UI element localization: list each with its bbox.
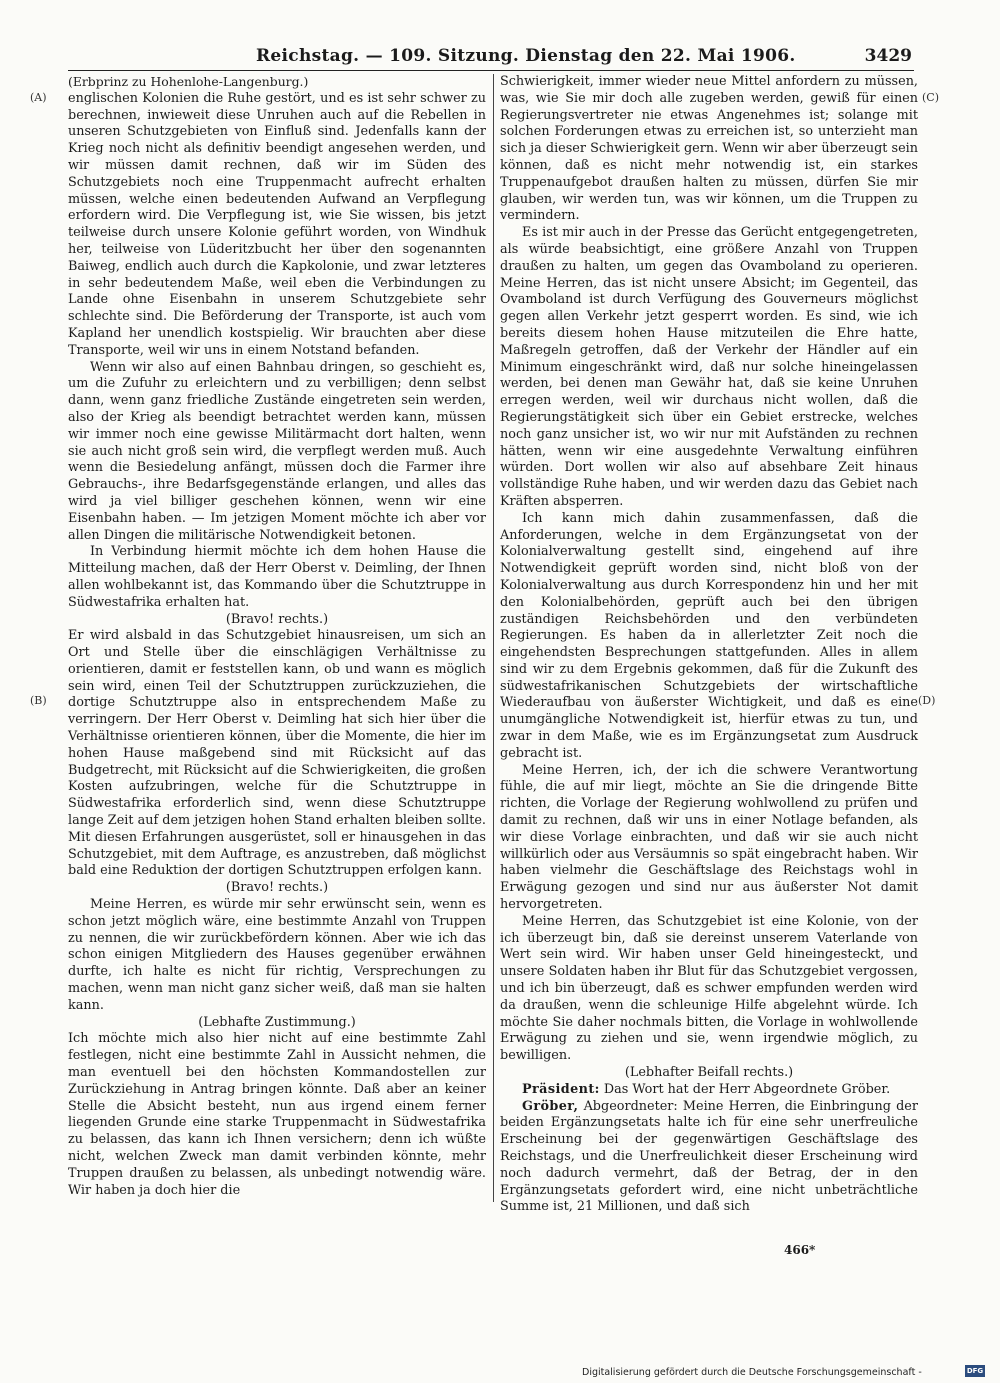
- right-paragraph: [500, 1082, 918, 1099]
- page-header: [68, 46, 914, 70]
- right-paragraph: Ich kann mich dahin zusammenfassen, daß die Anforderungen, welche in dem Ergänzungsetat von der Kolonialverwaltung gestellt sind, eingehend auf ihre Notwendigkeit geprüft worden sind, nicht bloß von der Kolonialverwaltung aus durch Korrespondenz hin und her mit den Kolonialbehörden, geprüft auch bei den übrigen zuständigen Reichsbehörden und den verbündeten Regierungen. Es haben da in allerletzter Zeit noch die eingehendsten Besprechungen stattgefunden. Alles in allem sind wir zu dem Ergebnis gekommen, daß für die Zukunft des südwestafrikanischen Schutzgebiets der wirtschaftliche Wiederaufbau von äußerster Wichtigkeit, und daß es eine unumgängliche Notwendigkeit ist, hierfür etwas zu tun, und zwar in dem Maße, wie es im Ergänzungsetat zum Ausdruck gebracht ist.: [500, 510, 918, 761]
- speech-text: Das Wort hat der Herr Abgeordnete Gröber.: [603, 1081, 891, 1097]
- left-paragraph: In Verbindung hiermit möchte ich dem hohen Hause die Mitteilung machen, daß der Herr Oberst v. Deimling, der Ihnen allen wohlbekannt ist, das Kommando über die Schutztruppe in Südwestafrika erhalten hat.: [68, 544, 486, 610]
- left-paragraph: Er wird alsbald in das Schutzgebiet hinausreisen, um sich an Ort und Stelle über die einschlägigen Verhältnisse zu orientieren, damit er feststellen kann, ob und wann es möglich sein wird, einen Teil der Schutztruppen zurückzuziehen, die dortige Schutztruppe also in entsprechendem Maße zu verringern. Der Herr Oberst v. Deimling hat sich hier über die Verhältnisse orientieren können, über die Momente, die hier im hohen Hause maßgebend sind mit Rücksicht auf das Budgetrecht, mit Rücksicht auf die Schwierigkeiten, die großen Kosten aufzubringen, welche für die Schutztruppe in Südwestafrika erforderlich sind, wenn diese Schutztruppe lange Zeit auf dem jetzigen hohen Stand erhalten bleiben sollte. Mit diesen Erfahrungen ausgerüstet, soll er hinausgehen in das Schutzgebiet, mit dem Auftrage, es anzustreben, daß möglichst bald eine Reduktion der dortigen Schutztruppen erfolgen kann.: [68, 628, 486, 879]
- footer-credit: Digitalisierung gefördert durch die Deutsche Forschungsgemeinschaft -: [582, 1367, 922, 1378]
- running-title: Reichstag. — 109. Sitzung. Dienstag den 22. Mai 1906.: [256, 46, 796, 66]
- right-paragraph: [500, 1099, 918, 1217]
- left-column: [68, 74, 486, 1199]
- dfg-logo: DFG: [966, 1367, 984, 1375]
- left-paragraph: (Erbprinz zu Hohenlohe-Langenburg.): [68, 74, 309, 89]
- right-paragraph: Meine Herren, das Schutzgebiet ist eine Kolonie, von der ich überzeugt bin, daß sie dereinst unserem Vaterlande von Wert sein wird. Wir haben unser Geld hineingesteckt, und unsere Soldaten haben ihr Blut für das Schutzgebiet vergossen, und ich bin überzeugt, daß es schwer empfunden werden wird da draußen, wenn die schleunige Hilfe abgelehnt würde. Ich möchte Sie daher nochmals bitten, die Vorlage in wohlwollende Erwägung zu ziehen und sie, wenn irgendwie möglich, zu bewilligen.: [500, 913, 918, 1064]
- speaker-name: Präsident:: [522, 1081, 600, 1097]
- left-paragraph: Meine Herren, es würde mir sehr erwünscht sein, wenn es schon jetzt möglich wäre, eine bestimmte Anzahl von Truppen zu nennen, die wir zurückbefördern können. Aber wie ich das schon einigen Mitgliedern des Hauses gegenüber erwähnen durfte, ich halte es nicht für richtig, Versprechungen zu machen, wenn man nicht ganz sicher weiß, daß man sie halten kann.: [68, 897, 486, 1013]
- left-paragraph: (Lebhafte Zustimmung.): [198, 1014, 356, 1030]
- right-paragraph: (Lebhafter Beifall rechts.): [624, 1065, 794, 1081]
- left-paragraph: Ich möchte mich also hier nicht auf eine bestimmte Zahl festlegen, nicht eine bestimmte Zahl in Aussicht nehmen, die man eventuell bei den höchsten Kommandostellen zur Zurückziehung in Antrag bringen könnte. Daß aber an keiner Stelle die Absicht besteht, nun aus irgend einem ferner liegenden Grunde eine starke Truppenmacht in Südwestafrika zu belassen, das kann ich Ihnen versichern; denn ich wüßte nicht, welchen Zweck man damit verbinden könnte, mehr Truppen draußen zu belassen, als unbedingt notwendig wäre. Wir haben ja doch hier die: [68, 1031, 486, 1198]
- left-paragraph: englischen Kolonien die Ruhe gestört, und es ist sehr schwer zu berechnen, inwieweit diese Unruhen auch auf die Rebellen in unseren Schutzgebieten von Einfluß sind. Jedenfalls kann der Krieg noch nicht als definitiv beendigt angesehen werden, und wir müssen damit rechnen, daß wir im Süden des Schutzgebiets noch eine Truppenmacht aufrecht erhalten müssen, welche einen bedeutenden Aufwand an Verpflegung erfordern wird. Die Verpflegung ist, wie Sie wissen, bis jetzt teilweise durch unsere Kolonie geführt worden, von Windhuk her, teilweise von Lüderitzbucht her über den sogenannten Baiweg, endlich auch durch die Kapkolonie, und zwar letzteres in sehr bedeutendem Maße, weil eben die Verbindungen zu Lande ohne Eisenbahn in unserem Schutzgebiete sehr schlechte sind. Die Beförderung der Transporte, ist auch vom Kapland her unendlich kostspielig. Wir brauchten aber diese Transporte, weil wir uns in einem Notstand befanden.: [68, 90, 486, 358]
- margin-mark-b: (B): [30, 694, 47, 707]
- speech-text: Abgeordneter: Meine Herren, die Einbringung der beiden Ergänzungsetats halte ich für eine sehr unerfreuliche Erscheinung bei der gegenwärtigen Geschäftslage des Reichstags, und die Unerfreulichkeit dieser Erscheinung wird noch dadurch vermehrt, daß der Betrag, der in den Ergänzungsetats gefordert wird, eine nicht unbeträchtliche Summe ist, 21 Millionen, und daß sich: [500, 1098, 918, 1215]
- margin-mark-a: (A): [30, 91, 47, 104]
- left-paragraph: (Bravo! rechts.): [225, 611, 329, 627]
- margin-mark-c: (C): [922, 91, 939, 104]
- speaker-name: Gröber,: [522, 1098, 579, 1114]
- left-paragraph: (Bravo! rechts.): [225, 880, 329, 896]
- right-paragraph: Schwierigkeit, immer wieder neue Mittel anfordern zu müssen, was, wie Sie mir doch alle zugeben werden, gewiß für einen Regierungsvertreter nie etwas Angenehmes ist; solange mit solchen Forderungen etwas zu erreichen ist, so unterzieht man sich ja dieser Schwierigkeit gern. Wenn wir aber überzeugt sein können, daß es nicht mehr notwendig ist, ein starkes Truppenaufgebot draußen halten zu müssen, dürfen Sie mir glauben, wir werden tun, was wir können, um die Truppen zu vermindern.: [500, 74, 918, 224]
- sheet-number: 466*: [784, 1243, 816, 1257]
- left-paragraph: Wenn wir also auf einen Bahnbau dringen, so geschieht es, um die Zufuhr zu erleichtern und zu verbilligen; denn selbst dann, wenn ganz friedliche Zustände eingetreten sein werden, also der Krieg als beendigt betrachtet werden kann, müssen wir immer noch eine gewisse Militärmacht dort halten, wenn sie auch nicht groß sein wird, die verpflegt werden muß. Auch wenn die Besiedelung anfängt, müssen doch die Farmer ihre Gebrauchs-, ihre Bedarfsgegenstände erlangen, und alles das wird ja viel billiger geschehen können, wenn wir eine Eisenbahn haben. — Im jetzigen Moment möchte ich aber vor allen Dingen die militärische Notwendigkeit betonen.: [68, 359, 486, 543]
- header-rule: [68, 70, 914, 71]
- page-number: 3429: [864, 46, 912, 66]
- column-separator: [493, 74, 494, 1202]
- margin-mark-d: (D): [918, 694, 936, 707]
- right-paragraph: Es ist mir auch in der Presse das Gerücht entgegengetreten, als würde beabsichtigt, eine größere Anzahl von Truppen draußen zu halten, um gegen das Ovamboland zu operieren. Meine Herren, das ist nicht unsere Absicht; im Gegenteil, das Ovamboland ist durch Verfügung des Gouverneurs möglichst gegen allen Verkehr jetzt gesperrt worden. Es sind, wie ich bereits diesem hohen Hause mitzuteilen die Ehre hatte, Maßregeln getroffen, daß der Verkehr der Händler auf ein Minimum eingeschränkt wird, daß nur solche hineingelassen werden, bei denen man Gewähr hat, daß sie keine Unruhen erregen werden, weil wir durchaus nicht wollen, daß die Regierungstätigkeit sich über ein Gebiet erstrecke, welches noch ganz unsicher ist, wo wir nur mit Aufständen zu rechnen hätten, wenn wir eine ausgedehnte Verwaltung einführen würden. Dort wollen wir also auf absehbare Zeit hinaus vollständige Ruhe haben, und wir werden dazu das Gebiet nach Kräften absperren.: [500, 225, 918, 509]
- right-column: [500, 74, 918, 1216]
- right-paragraph: Meine Herren, ich, der ich die schwere Verantwortung fühle, die auf mir liegt, möchte an Sie die dringende Bitte richten, die Vorlage der Regierung wohlwollend zu prüfen und damit zu rechnen, daß wir uns in einer Notlage befanden, als wir diese Vorlage einbrachten, und daß wir sie auch nicht willkürlich oder aus Versäumnis so spät eingebracht haben. Wir haben vielmehr die Geschäftslage des Reichstags wohl in Erwägung gezogen und sind nur aus äußerster Not damit hervorgetreten.: [500, 762, 918, 913]
